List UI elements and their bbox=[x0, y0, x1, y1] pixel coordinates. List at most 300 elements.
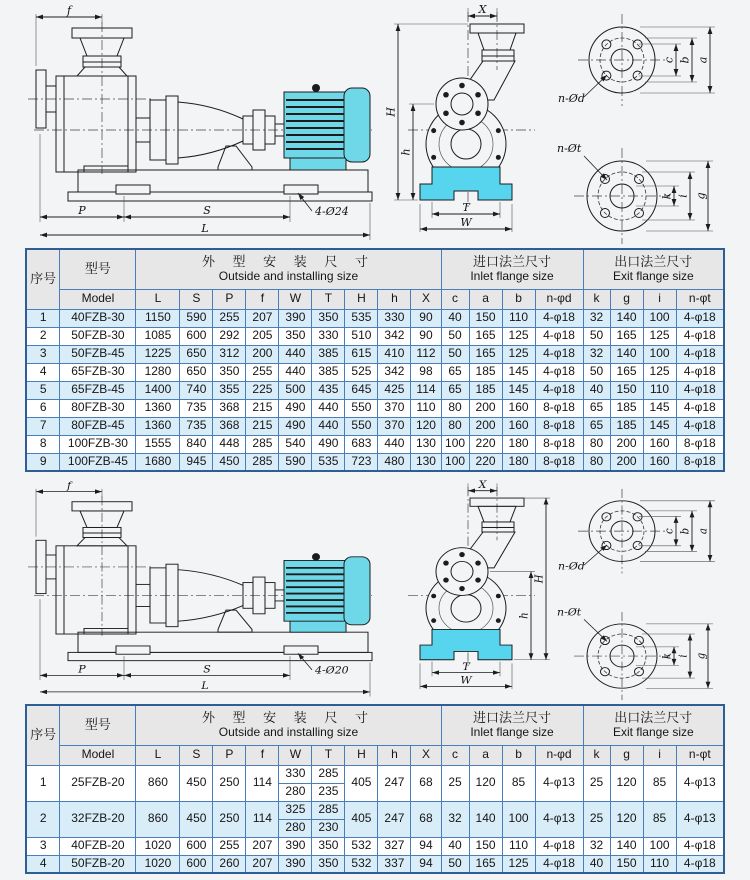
cell: 4-φ18 bbox=[676, 399, 724, 417]
cell: 350 bbox=[312, 309, 345, 327]
cell: 25FZB-20 bbox=[60, 765, 136, 801]
cell: 425 bbox=[378, 381, 411, 399]
cell: 120 bbox=[610, 801, 643, 837]
cell: 4 bbox=[26, 855, 60, 873]
dimension-label: f bbox=[66, 480, 72, 492]
cell: 25 bbox=[583, 765, 610, 801]
dimension-label: H bbox=[384, 107, 398, 117]
cell: 4-φ18 bbox=[535, 327, 583, 345]
table-row bbox=[26, 801, 724, 819]
cell: 4-φ18 bbox=[535, 855, 583, 873]
cell: 207 bbox=[246, 309, 279, 327]
dimension-label: a bbox=[696, 56, 710, 64]
cell: 100 bbox=[643, 837, 676, 855]
cell: 440 bbox=[312, 417, 345, 435]
cell: 945 bbox=[180, 453, 213, 471]
cell: 120 bbox=[469, 765, 502, 801]
cell: 65 bbox=[583, 399, 610, 417]
cell: 385 bbox=[312, 345, 345, 363]
dimension-label: c bbox=[663, 528, 676, 534]
dimension-label: T bbox=[462, 661, 470, 673]
col-T: T bbox=[312, 745, 345, 765]
cell: 6 bbox=[26, 399, 60, 417]
cell: 160 bbox=[643, 435, 676, 453]
cell: 355 bbox=[213, 381, 246, 399]
cell: 535 bbox=[345, 309, 378, 327]
cell: 860 bbox=[136, 765, 180, 801]
seq-header: 序号 bbox=[26, 705, 60, 765]
cell: 4-φ18 bbox=[676, 309, 724, 327]
outside-group-header bbox=[136, 249, 441, 289]
cell: 80 bbox=[441, 417, 469, 435]
inlet-group-header bbox=[441, 705, 583, 745]
cell: 590 bbox=[180, 309, 213, 327]
cell: 740 bbox=[180, 381, 213, 399]
exit-group-header bbox=[583, 249, 724, 289]
cell: 390 bbox=[279, 309, 312, 327]
cell: 1360 bbox=[136, 399, 180, 417]
col-W: W bbox=[279, 745, 312, 765]
dimension-label: h bbox=[518, 612, 531, 619]
col-P: P bbox=[213, 745, 246, 765]
cell: 510 bbox=[345, 327, 378, 345]
col-a: a bbox=[469, 289, 502, 309]
cell: 590 bbox=[279, 453, 312, 471]
col-c: c bbox=[441, 745, 469, 765]
cell: 1360 bbox=[136, 417, 180, 435]
cell: 50FZB-30 bbox=[60, 327, 136, 345]
cell: 40 bbox=[583, 855, 610, 873]
cell: 9 bbox=[26, 453, 60, 471]
cell: 650 bbox=[180, 363, 213, 381]
cell: 390 bbox=[279, 855, 312, 873]
cell: 532 bbox=[345, 855, 378, 873]
col-L: L bbox=[136, 745, 180, 765]
dimension-label: n-Øt bbox=[557, 142, 582, 155]
col-i: i bbox=[643, 745, 676, 765]
col-b: b bbox=[502, 745, 535, 765]
dimension-label: L bbox=[201, 680, 209, 693]
cell: 112 bbox=[411, 345, 441, 363]
cell: 110 bbox=[411, 399, 441, 417]
model-header-cn: 型号 bbox=[60, 705, 136, 745]
exit-en-label: Exit flange size bbox=[612, 724, 694, 739]
cell: 4-φ18 bbox=[676, 345, 724, 363]
cell: 100FZB-45 bbox=[60, 453, 136, 471]
cell: 280 bbox=[279, 819, 312, 837]
cell: 450 bbox=[213, 453, 246, 471]
cell: 140 bbox=[610, 345, 643, 363]
cell: 350 bbox=[312, 855, 345, 873]
cell: 525 bbox=[345, 363, 378, 381]
inlet-cn-label: 进口法兰尺寸 bbox=[473, 710, 552, 726]
cell: 285 bbox=[312, 765, 345, 783]
cell: 370 bbox=[378, 417, 411, 435]
cell: 1 bbox=[26, 765, 60, 801]
cell: 50FZB-45 bbox=[60, 345, 136, 363]
col-k: k bbox=[583, 289, 610, 309]
cell: 200 bbox=[469, 399, 502, 417]
cell: 370 bbox=[378, 399, 411, 417]
col-W: W bbox=[279, 289, 312, 309]
table-row bbox=[26, 399, 724, 417]
col-i: i bbox=[643, 289, 676, 309]
cell: 450 bbox=[180, 801, 213, 837]
cell: 100 bbox=[441, 453, 469, 471]
col-f: f bbox=[246, 289, 279, 309]
spec-table-2 bbox=[25, 704, 725, 874]
cell: 440 bbox=[279, 363, 312, 381]
header-cols-row bbox=[26, 289, 724, 309]
cell: 8-φ18 bbox=[535, 399, 583, 417]
cell: 1280 bbox=[136, 363, 180, 381]
cell: 185 bbox=[610, 417, 643, 435]
cell: 120 bbox=[411, 417, 441, 435]
cell: 90 bbox=[411, 327, 441, 345]
cell: 4-φ18 bbox=[676, 837, 724, 855]
cell: 130 bbox=[411, 435, 441, 453]
cell: 140 bbox=[469, 801, 502, 837]
dimension-label: S bbox=[203, 663, 211, 676]
dimension-label: a bbox=[697, 528, 710, 535]
cell: 200 bbox=[610, 453, 643, 471]
dimension-label: P bbox=[78, 204, 86, 217]
cell: 185 bbox=[610, 399, 643, 417]
cell: 40FZB-20 bbox=[60, 837, 136, 855]
cell: 250 bbox=[213, 765, 246, 801]
cell: 160 bbox=[502, 417, 535, 435]
cell: 7 bbox=[26, 417, 60, 435]
cell: 280 bbox=[279, 783, 312, 801]
cell: 3 bbox=[26, 345, 60, 363]
cell: 535 bbox=[312, 453, 345, 471]
cell: 327 bbox=[378, 837, 411, 855]
cell: 110 bbox=[502, 837, 535, 855]
cell: 260 bbox=[213, 855, 246, 873]
cell: 4-φ13 bbox=[676, 801, 724, 837]
exit-group-header bbox=[583, 705, 724, 745]
cell: 1680 bbox=[136, 453, 180, 471]
outside-cn-label: 外 型 安 装 尺 寸 bbox=[201, 254, 375, 270]
cell: 25 bbox=[441, 765, 469, 801]
cell: 490 bbox=[279, 417, 312, 435]
cell: 4 bbox=[26, 363, 60, 381]
cell: 215 bbox=[246, 399, 279, 417]
model-header-en: Model bbox=[60, 745, 136, 765]
cell: 207 bbox=[246, 855, 279, 873]
cell: 540 bbox=[279, 435, 312, 453]
cell: 125 bbox=[502, 345, 535, 363]
col-h: h bbox=[378, 289, 411, 309]
cell: 85 bbox=[643, 765, 676, 801]
cell: 125 bbox=[502, 855, 535, 873]
cell: 180 bbox=[502, 453, 535, 471]
cell: 292 bbox=[213, 327, 246, 345]
cell: 145 bbox=[502, 363, 535, 381]
cell: 330 bbox=[279, 765, 312, 783]
cell: 450 bbox=[180, 765, 213, 801]
cell: 410 bbox=[378, 345, 411, 363]
cell: 550 bbox=[345, 417, 378, 435]
inlet-en-label: Inlet flange size bbox=[470, 724, 554, 739]
drawing-group bbox=[28, 479, 715, 700]
cell: 1 bbox=[26, 309, 60, 327]
cell: 125 bbox=[502, 327, 535, 345]
col-a: a bbox=[469, 745, 502, 765]
cell: 600 bbox=[180, 855, 213, 873]
dimension-label: L bbox=[201, 222, 209, 235]
cell: 150 bbox=[610, 381, 643, 399]
table-row bbox=[26, 765, 724, 783]
cell: 185 bbox=[469, 363, 502, 381]
cell: 1150 bbox=[136, 309, 180, 327]
cell: 140 bbox=[610, 837, 643, 855]
cell: 165 bbox=[610, 327, 643, 345]
dimension-label: H bbox=[533, 574, 546, 584]
cell: 80FZB-45 bbox=[60, 417, 136, 435]
dimension-label: k bbox=[661, 653, 674, 660]
cell: 4-φ18 bbox=[676, 855, 724, 873]
cell: 120 bbox=[610, 765, 643, 801]
cell: 4-φ18 bbox=[676, 363, 724, 381]
dimension-label: i bbox=[677, 654, 690, 658]
cell: 65 bbox=[441, 381, 469, 399]
outside-en-label: Outside and installing size bbox=[218, 268, 359, 283]
cell: 337 bbox=[378, 855, 411, 873]
col-H: H bbox=[345, 289, 378, 309]
cell: 2 bbox=[26, 801, 60, 837]
table-row bbox=[26, 381, 724, 399]
cell: 145 bbox=[502, 381, 535, 399]
cell: 160 bbox=[643, 453, 676, 471]
cell: 1555 bbox=[136, 435, 180, 453]
dimension-label: X bbox=[478, 3, 487, 16]
cell: 145 bbox=[643, 399, 676, 417]
cell: 50 bbox=[583, 363, 610, 381]
drawing-group bbox=[28, 3, 715, 244]
dimension-label: n-Øt bbox=[557, 607, 582, 619]
outside-en-label: Outside and installing size bbox=[218, 724, 359, 739]
cell: 683 bbox=[345, 435, 378, 453]
cell: 1400 bbox=[136, 381, 180, 399]
cell: 247 bbox=[378, 801, 411, 837]
col-nphit: n-φt bbox=[676, 745, 724, 765]
exit-en-label: Exit flange size bbox=[612, 268, 694, 283]
dimension-label: P bbox=[78, 663, 86, 676]
col-nphit: n-φt bbox=[676, 289, 724, 309]
cell: 50 bbox=[583, 327, 610, 345]
dimension-label: T bbox=[462, 201, 470, 214]
cell: 285 bbox=[246, 453, 279, 471]
cell: 600 bbox=[180, 327, 213, 345]
cell: 98 bbox=[411, 363, 441, 381]
dimension-label: n-Ød bbox=[558, 92, 585, 105]
cell: 4-φ18 bbox=[676, 417, 724, 435]
cell: 8-φ18 bbox=[676, 435, 724, 453]
cell: 220 bbox=[469, 453, 502, 471]
cell: 140 bbox=[610, 309, 643, 327]
cell: 285 bbox=[246, 435, 279, 453]
cell: 100 bbox=[441, 435, 469, 453]
col-X: X bbox=[411, 289, 441, 309]
dimension-label: g bbox=[694, 192, 708, 200]
table-row bbox=[26, 309, 724, 327]
pump-drawing-set-1 bbox=[0, 0, 750, 246]
outside-group-header bbox=[136, 705, 441, 745]
cell: 4-φ13 bbox=[676, 765, 724, 801]
cell: 160 bbox=[502, 399, 535, 417]
col-g: g bbox=[610, 289, 643, 309]
cell: 4-φ18 bbox=[676, 327, 724, 345]
cell: 40FZB-30 bbox=[60, 309, 136, 327]
cell: 94 bbox=[411, 855, 441, 873]
col-h: h bbox=[378, 745, 411, 765]
cell: 65 bbox=[583, 417, 610, 435]
cell: 50 bbox=[441, 327, 469, 345]
cell: 80 bbox=[441, 399, 469, 417]
cell: 50 bbox=[441, 345, 469, 363]
dimension-label: W bbox=[460, 216, 472, 229]
cell: 840 bbox=[180, 435, 213, 453]
cell: 32 bbox=[441, 801, 469, 837]
cell: 645 bbox=[345, 381, 378, 399]
cell: 4-φ13 bbox=[535, 765, 583, 801]
cell: 145 bbox=[643, 417, 676, 435]
seq-header: 序号 bbox=[26, 249, 60, 309]
cell: 8-φ18 bbox=[676, 453, 724, 471]
cell: 165 bbox=[610, 363, 643, 381]
cell: 8-φ18 bbox=[535, 417, 583, 435]
dimension-label: W bbox=[460, 675, 472, 687]
cell: 110 bbox=[643, 381, 676, 399]
cell: 250 bbox=[213, 801, 246, 837]
col-L: L bbox=[136, 289, 180, 309]
cell: 255 bbox=[213, 837, 246, 855]
col-H: H bbox=[345, 745, 378, 765]
cell: 25 bbox=[583, 801, 610, 837]
cell: 448 bbox=[213, 435, 246, 453]
cell: 4-φ18 bbox=[676, 381, 724, 399]
cell: 390 bbox=[279, 837, 312, 855]
cell: 165 bbox=[469, 327, 502, 345]
cell: 100 bbox=[643, 309, 676, 327]
model-header-cn: 型号 bbox=[60, 249, 136, 289]
cell: 368 bbox=[213, 399, 246, 417]
dimension-label: g bbox=[695, 652, 708, 660]
cell: 615 bbox=[345, 345, 378, 363]
cell: 3 bbox=[26, 837, 60, 855]
cell: 207 bbox=[246, 837, 279, 855]
cell: 150 bbox=[610, 855, 643, 873]
cell: 440 bbox=[312, 399, 345, 417]
dimension-label: i bbox=[676, 194, 690, 198]
dimension-label: n-Ød bbox=[558, 561, 585, 573]
col-c: c bbox=[441, 289, 469, 309]
cell: 600 bbox=[180, 837, 213, 855]
cell: 342 bbox=[378, 327, 411, 345]
cell: 4-φ18 bbox=[535, 381, 583, 399]
cell: 32 bbox=[583, 309, 610, 327]
cell: 200 bbox=[469, 417, 502, 435]
cell: 330 bbox=[312, 327, 345, 345]
cell: 32 bbox=[583, 345, 610, 363]
cell: 490 bbox=[279, 399, 312, 417]
header-group-row bbox=[26, 249, 724, 289]
cell: 205 bbox=[246, 327, 279, 345]
cell: 735 bbox=[180, 399, 213, 417]
cell: 68 bbox=[411, 765, 441, 801]
cell: 342 bbox=[378, 363, 411, 381]
cell: 4-φ18 bbox=[535, 363, 583, 381]
cell: 350 bbox=[213, 363, 246, 381]
cell: 312 bbox=[213, 345, 246, 363]
cell: 255 bbox=[246, 363, 279, 381]
cell: 90 bbox=[411, 309, 441, 327]
inlet-group-header bbox=[441, 249, 583, 289]
cell: 65FZB-45 bbox=[60, 381, 136, 399]
cell: 65FZB-30 bbox=[60, 363, 136, 381]
table-row bbox=[26, 435, 724, 453]
cell: 8-φ18 bbox=[535, 435, 583, 453]
cell: 110 bbox=[502, 309, 535, 327]
cell: 100 bbox=[502, 801, 535, 837]
cell: 5 bbox=[26, 381, 60, 399]
table-row bbox=[26, 417, 724, 435]
cell: 85 bbox=[502, 765, 535, 801]
table-row bbox=[26, 345, 724, 363]
cell: 330 bbox=[378, 309, 411, 327]
cell: 650 bbox=[180, 345, 213, 363]
cell: 1020 bbox=[136, 837, 180, 855]
cell: 100 bbox=[643, 345, 676, 363]
col-nphid: n-φd bbox=[535, 745, 583, 765]
cell: 185 bbox=[469, 381, 502, 399]
dimension-label: S bbox=[203, 204, 211, 217]
cell: 114 bbox=[411, 381, 441, 399]
cell: 285 bbox=[312, 801, 345, 819]
cell: 440 bbox=[378, 435, 411, 453]
cell: 180 bbox=[502, 435, 535, 453]
table-row bbox=[26, 855, 724, 873]
cell: 255 bbox=[213, 309, 246, 327]
cell: 350 bbox=[312, 837, 345, 855]
header-cols-row bbox=[26, 745, 724, 765]
cell: 490 bbox=[312, 435, 345, 453]
cell: 40 bbox=[583, 381, 610, 399]
cell: 235 bbox=[312, 783, 345, 801]
dimension-label: k bbox=[660, 192, 674, 200]
cell: 2 bbox=[26, 327, 60, 345]
cell: 4-φ18 bbox=[535, 837, 583, 855]
cell: 723 bbox=[345, 453, 378, 471]
cell: 150 bbox=[469, 309, 502, 327]
cell: 385 bbox=[312, 363, 345, 381]
cell: 50FZB-20 bbox=[60, 855, 136, 873]
col-S: S bbox=[180, 289, 213, 309]
spec-table-1 bbox=[25, 248, 725, 472]
col-k: k bbox=[583, 745, 610, 765]
cell: 860 bbox=[136, 801, 180, 837]
cell: 125 bbox=[643, 327, 676, 345]
cell: 4-φ18 bbox=[535, 309, 583, 327]
cell: 225 bbox=[246, 381, 279, 399]
cell: 165 bbox=[469, 345, 502, 363]
exit-cn-label: 出口法兰尺寸 bbox=[614, 710, 693, 726]
dimension-label: b bbox=[678, 56, 692, 64]
cell: 1085 bbox=[136, 327, 180, 345]
cell: 480 bbox=[378, 453, 411, 471]
dimension-label: c bbox=[662, 56, 676, 64]
